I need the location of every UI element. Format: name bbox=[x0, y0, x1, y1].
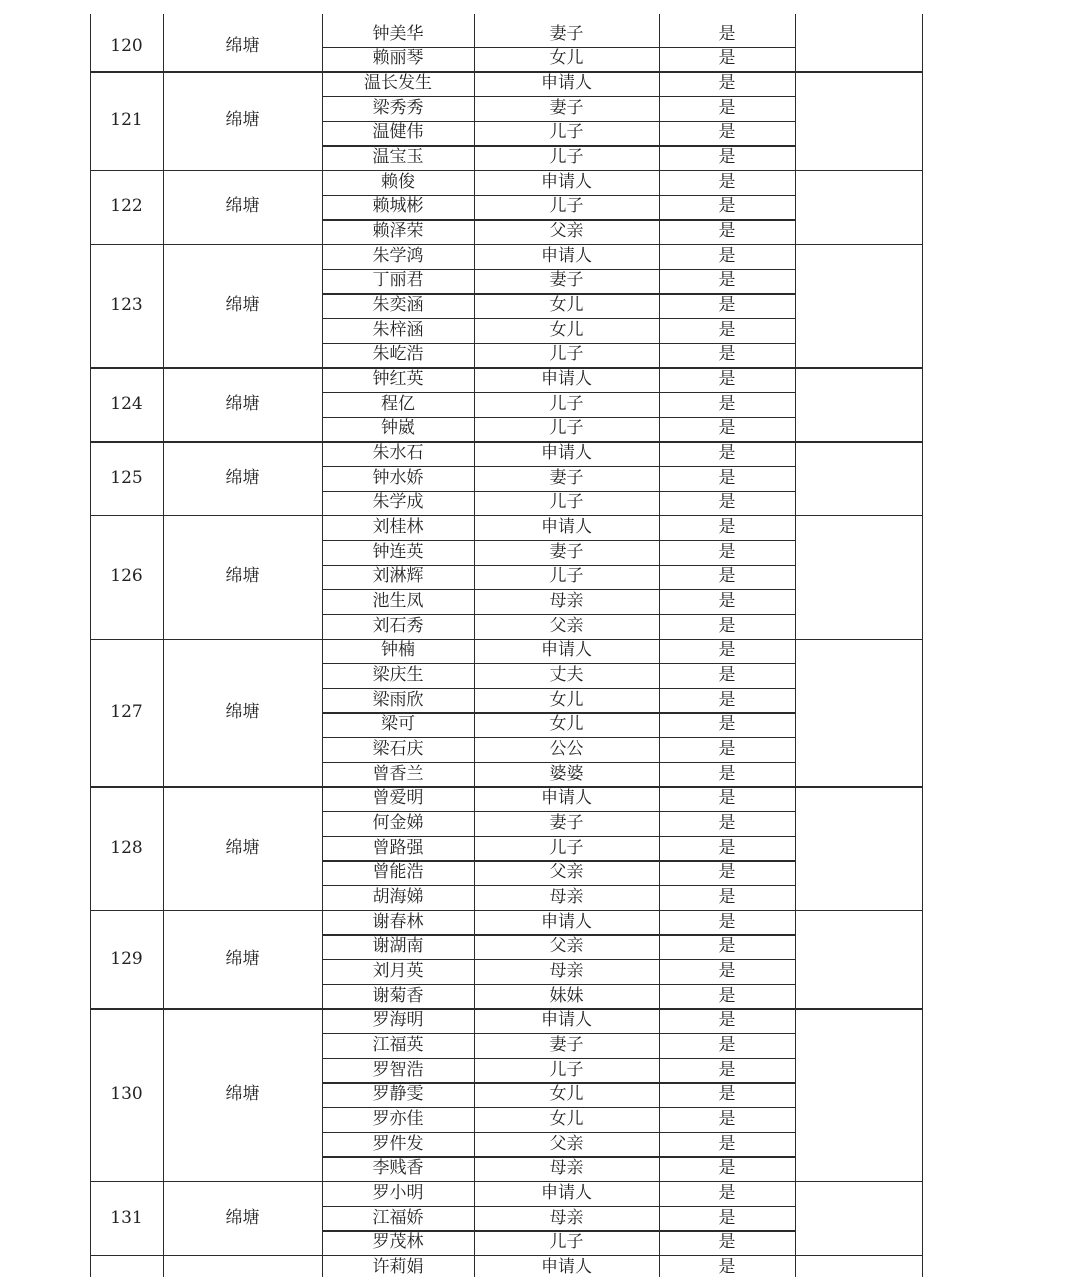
group-area: 绵塘 bbox=[225, 196, 260, 217]
member-name: 罗茂林 bbox=[372, 1232, 424, 1253]
member-flag: 是 bbox=[718, 517, 736, 538]
member-flag: 是 bbox=[718, 492, 736, 513]
row-rule bbox=[322, 885, 795, 886]
member-name: 罗静雯 bbox=[372, 1084, 424, 1105]
group-number: 126 bbox=[110, 566, 143, 587]
row-rule bbox=[322, 1156, 795, 1157]
group-number: 120 bbox=[110, 36, 143, 57]
row-rule bbox=[90, 910, 922, 911]
group-number: 122 bbox=[110, 196, 143, 217]
row-rule bbox=[90, 441, 922, 442]
member-relation: 女儿 bbox=[549, 689, 584, 710]
row-rule bbox=[90, 515, 922, 516]
group-area: 绵塘 bbox=[225, 110, 260, 131]
row-rule bbox=[90, 367, 922, 368]
member-flag: 是 bbox=[718, 319, 736, 340]
member-name: 池生凤 bbox=[372, 591, 424, 611]
member-name: 谢菊香 bbox=[372, 985, 424, 1006]
member-flag: 是 bbox=[718, 23, 736, 44]
column-rule bbox=[795, 14, 796, 1277]
member-relation: 父亲 bbox=[549, 862, 584, 883]
row-rule bbox=[90, 786, 922, 787]
row-rule bbox=[322, 47, 795, 48]
member-relation: 申请人 bbox=[541, 788, 592, 809]
member-relation: 母亲 bbox=[549, 1158, 584, 1179]
member-name: 温长发生 bbox=[364, 73, 432, 94]
member-relation: 女儿 bbox=[549, 1084, 584, 1105]
member-flag: 是 bbox=[718, 443, 736, 464]
member-name: 谢湖南 bbox=[372, 936, 424, 957]
member-relation: 儿子 bbox=[549, 147, 584, 168]
group-area: 绵塘 bbox=[225, 393, 260, 414]
member-flag: 是 bbox=[718, 295, 736, 316]
row-rule bbox=[322, 96, 795, 97]
member-flag: 是 bbox=[718, 689, 736, 710]
row-rule bbox=[322, 614, 795, 615]
member-flag: 是 bbox=[718, 664, 736, 685]
row-rule bbox=[322, 712, 795, 713]
member-name: 何金娣 bbox=[372, 812, 424, 833]
member-flag: 是 bbox=[718, 171, 736, 192]
row-rule bbox=[90, 1008, 922, 1009]
member-flag: 是 bbox=[718, 1010, 736, 1031]
row-rule bbox=[322, 491, 795, 492]
member-relation: 女儿 bbox=[549, 295, 584, 316]
row-rule bbox=[322, 466, 795, 467]
row-rule bbox=[322, 1082, 795, 1083]
member-name: 梁庆生 bbox=[372, 664, 424, 685]
row-rule bbox=[322, 145, 795, 146]
member-name: 钟红英 bbox=[372, 369, 424, 390]
row-rule bbox=[322, 195, 795, 196]
member-name: 江福娇 bbox=[372, 1207, 424, 1228]
member-flag: 是 bbox=[718, 862, 736, 883]
member-name: 刘淋辉 bbox=[372, 566, 424, 587]
member-relation: 申请人 bbox=[541, 911, 592, 932]
group-number: 127 bbox=[110, 701, 143, 722]
group-area: 绵塘 bbox=[225, 837, 260, 858]
member-relation: 女儿 bbox=[549, 1108, 584, 1129]
row-rule bbox=[90, 1255, 922, 1256]
member-name: 曾路强 bbox=[372, 837, 424, 858]
member-relation: 女儿 bbox=[549, 319, 584, 340]
member-flag: 是 bbox=[718, 270, 736, 291]
member-name: 罗智浩 bbox=[372, 1059, 424, 1080]
member-flag: 是 bbox=[718, 812, 736, 833]
group-number: 124 bbox=[110, 393, 143, 414]
row-rule bbox=[322, 959, 795, 960]
member-name: 梁石庆 bbox=[372, 738, 424, 759]
group-area: 绵塘 bbox=[225, 467, 260, 488]
group-area: 绵塘 bbox=[225, 701, 260, 722]
member-name: 梁秀秀 bbox=[372, 97, 424, 118]
row-rule bbox=[322, 269, 795, 270]
group-number bbox=[90, 1255, 163, 1280]
member-name: 钟楠 bbox=[381, 640, 415, 661]
member-relation: 妻子 bbox=[549, 1034, 584, 1055]
member-flag: 是 bbox=[718, 48, 736, 69]
row-rule bbox=[322, 589, 795, 590]
row-rule bbox=[322, 934, 795, 935]
row-rule bbox=[90, 639, 922, 640]
group-area: 绵塘 bbox=[225, 1207, 260, 1228]
row-rule bbox=[322, 343, 795, 344]
member-relation: 女儿 bbox=[549, 714, 584, 735]
column-rule bbox=[922, 14, 923, 1277]
member-flag: 是 bbox=[718, 591, 736, 611]
member-name: 梁雨欣 bbox=[372, 689, 424, 710]
row-rule bbox=[322, 688, 795, 689]
row-rule bbox=[322, 1107, 795, 1108]
row-rule bbox=[322, 540, 795, 541]
row-rule bbox=[322, 737, 795, 738]
row-rule bbox=[322, 984, 795, 985]
row-rule bbox=[322, 392, 795, 393]
member-flag: 是 bbox=[718, 960, 736, 981]
member-name: 钟崴 bbox=[381, 418, 415, 439]
member-name: 许莉娟 bbox=[372, 1256, 424, 1277]
member-flag: 是 bbox=[718, 911, 736, 932]
row-rule bbox=[322, 836, 795, 837]
group-area bbox=[163, 1255, 322, 1280]
group-number: 121 bbox=[110, 110, 143, 131]
member-flag: 是 bbox=[718, 122, 736, 143]
row-rule bbox=[90, 170, 922, 171]
member-flag: 是 bbox=[718, 936, 736, 957]
member-flag: 是 bbox=[718, 393, 736, 414]
member-name: 罗亦佳 bbox=[372, 1108, 424, 1129]
member-flag: 是 bbox=[718, 1256, 736, 1277]
member-name: 赖俊 bbox=[381, 171, 415, 192]
member-relation: 申请人 bbox=[541, 517, 592, 538]
member-flag: 是 bbox=[718, 985, 736, 1006]
member-name: 钟美华 bbox=[372, 23, 424, 44]
group-area: 绵塘 bbox=[225, 566, 260, 587]
member-flag: 是 bbox=[718, 196, 736, 217]
member-relation: 儿子 bbox=[549, 837, 584, 858]
member-name: 胡海娣 bbox=[372, 886, 424, 907]
member-name: 罗海明 bbox=[372, 1010, 424, 1031]
member-name: 温宝玉 bbox=[372, 147, 424, 168]
member-name: 朱学成 bbox=[372, 492, 424, 513]
member-relation: 母亲 bbox=[549, 960, 584, 981]
row-rule bbox=[322, 1033, 795, 1034]
member-name: 刘桂林 bbox=[372, 517, 424, 538]
row-rule bbox=[322, 860, 795, 861]
member-relation: 妻子 bbox=[549, 541, 584, 562]
member-relation: 儿子 bbox=[549, 344, 584, 365]
member-name: 温健伟 bbox=[372, 122, 424, 143]
member-name: 程亿 bbox=[381, 393, 415, 414]
member-relation: 妻子 bbox=[549, 467, 584, 488]
member-name: 朱梓涵 bbox=[372, 319, 424, 340]
row-rule bbox=[322, 663, 795, 664]
row-rule bbox=[322, 565, 795, 566]
member-relation: 妹妹 bbox=[549, 985, 584, 1006]
member-flag: 是 bbox=[718, 837, 736, 858]
member-name: 梁可 bbox=[381, 714, 415, 735]
row-rule bbox=[322, 1206, 795, 1207]
row-rule bbox=[90, 244, 922, 245]
member-name: 朱学鸿 bbox=[372, 245, 424, 266]
group-number: 129 bbox=[110, 948, 143, 969]
member-flag: 是 bbox=[718, 615, 736, 636]
member-relation: 父亲 bbox=[549, 1133, 584, 1154]
member-relation: 申请人 bbox=[541, 369, 592, 390]
group-area: 绵塘 bbox=[225, 36, 260, 57]
member-flag: 是 bbox=[718, 886, 736, 907]
member-name: 赖丽琴 bbox=[372, 48, 424, 69]
member-flag: 是 bbox=[718, 221, 736, 242]
member-relation: 妻子 bbox=[549, 97, 584, 118]
member-name: 谢春林 bbox=[372, 911, 424, 932]
member-relation: 父亲 bbox=[549, 221, 584, 242]
member-flag: 是 bbox=[718, 1133, 736, 1154]
member-flag: 是 bbox=[718, 73, 736, 94]
member-name: 江福英 bbox=[372, 1034, 424, 1055]
row-rule bbox=[322, 811, 795, 812]
member-name: 刘石秀 bbox=[372, 615, 424, 636]
member-name: 赖城彬 bbox=[372, 196, 424, 217]
row-rule bbox=[322, 1132, 795, 1133]
member-flag: 是 bbox=[718, 714, 736, 735]
member-relation: 儿子 bbox=[549, 1059, 584, 1080]
member-flag: 是 bbox=[718, 1182, 736, 1203]
member-flag: 是 bbox=[718, 1059, 736, 1080]
row-rule bbox=[322, 762, 795, 763]
member-flag: 是 bbox=[718, 467, 736, 488]
member-name: 朱屹浩 bbox=[372, 344, 424, 365]
member-name: 罗件发 bbox=[372, 1133, 424, 1154]
member-name: 罗小明 bbox=[372, 1182, 424, 1203]
member-relation: 儿子 bbox=[549, 418, 584, 439]
group-area: 绵塘 bbox=[225, 295, 260, 316]
member-flag: 是 bbox=[718, 1034, 736, 1055]
member-flag: 是 bbox=[718, 147, 736, 168]
member-relation: 母亲 bbox=[549, 591, 584, 611]
member-relation: 儿子 bbox=[549, 196, 584, 217]
row-rule bbox=[322, 417, 795, 418]
member-flag: 是 bbox=[718, 541, 736, 562]
member-relation: 儿子 bbox=[549, 122, 584, 143]
member-name: 刘月英 bbox=[372, 960, 424, 981]
member-relation: 儿子 bbox=[549, 566, 584, 587]
member-relation: 父亲 bbox=[549, 936, 584, 957]
member-flag: 是 bbox=[718, 763, 736, 784]
member-flag: 是 bbox=[718, 788, 736, 809]
row-rule bbox=[90, 1181, 922, 1182]
member-flag: 是 bbox=[718, 369, 736, 390]
member-name: 曾爱明 bbox=[372, 788, 424, 809]
member-relation: 妻子 bbox=[549, 270, 584, 291]
member-flag: 是 bbox=[718, 640, 736, 661]
member-relation: 申请人 bbox=[541, 1010, 592, 1031]
member-flag: 是 bbox=[718, 418, 736, 439]
member-flag: 是 bbox=[718, 97, 736, 118]
member-relation: 公公 bbox=[549, 738, 584, 759]
group-number: 125 bbox=[110, 467, 143, 488]
group-number: 123 bbox=[110, 295, 143, 316]
member-flag: 是 bbox=[718, 1232, 736, 1253]
group-number: 128 bbox=[110, 837, 143, 858]
member-relation: 母亲 bbox=[549, 886, 584, 907]
member-relation: 儿子 bbox=[549, 1232, 584, 1253]
member-relation: 妻子 bbox=[549, 812, 584, 833]
member-flag: 是 bbox=[718, 1158, 736, 1179]
member-relation: 母亲 bbox=[549, 1207, 584, 1228]
row-rule bbox=[322, 1058, 795, 1059]
group-number: 131 bbox=[110, 1207, 143, 1228]
member-relation: 申请人 bbox=[541, 245, 592, 266]
row-rule bbox=[90, 71, 922, 72]
row-rule bbox=[322, 318, 795, 319]
member-relation: 申请人 bbox=[541, 640, 592, 661]
row-rule bbox=[322, 219, 795, 220]
member-flag: 是 bbox=[718, 738, 736, 759]
member-name: 曾香兰 bbox=[372, 763, 424, 784]
member-relation: 申请人 bbox=[541, 171, 592, 192]
member-relation: 丈夫 bbox=[549, 664, 584, 685]
member-flag: 是 bbox=[718, 344, 736, 365]
member-name: 李贱香 bbox=[372, 1158, 424, 1179]
member-relation: 申请人 bbox=[541, 443, 592, 464]
group-area: 绵塘 bbox=[225, 1084, 260, 1105]
member-relation: 申请人 bbox=[541, 1182, 592, 1203]
member-relation: 女儿 bbox=[549, 48, 584, 69]
member-name: 朱奕涵 bbox=[372, 295, 424, 316]
member-name: 钟水娇 bbox=[372, 467, 424, 488]
member-relation: 儿子 bbox=[549, 492, 584, 513]
member-name: 丁丽君 bbox=[372, 270, 424, 291]
row-rule bbox=[322, 293, 795, 294]
member-relation: 申请人 bbox=[541, 1256, 592, 1277]
group-area: 绵塘 bbox=[225, 948, 260, 969]
member-name: 钟连英 bbox=[372, 541, 424, 562]
member-relation: 妻子 bbox=[549, 23, 584, 44]
member-flag: 是 bbox=[718, 1084, 736, 1105]
member-name: 曾能浩 bbox=[372, 862, 424, 883]
row-rule bbox=[322, 1230, 795, 1231]
member-flag: 是 bbox=[718, 1207, 736, 1228]
member-flag: 是 bbox=[718, 245, 736, 266]
member-name: 赖泽荣 bbox=[372, 221, 424, 242]
member-relation: 婆婆 bbox=[549, 763, 584, 784]
member-relation: 父亲 bbox=[549, 615, 584, 636]
member-flag: 是 bbox=[718, 1108, 736, 1129]
member-flag: 是 bbox=[718, 566, 736, 587]
row-rule bbox=[322, 121, 795, 122]
group-number: 130 bbox=[110, 1084, 143, 1105]
member-relation: 儿子 bbox=[549, 393, 584, 414]
member-relation: 申请人 bbox=[541, 73, 592, 94]
member-name: 朱水石 bbox=[372, 443, 424, 464]
